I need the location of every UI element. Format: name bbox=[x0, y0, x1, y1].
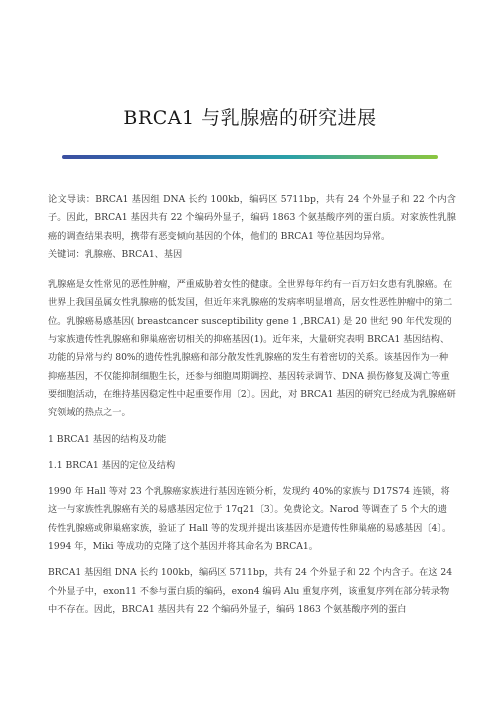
title-divider bbox=[62, 155, 438, 159]
keywords-line: 关键词：乳腺癌、BRCA1、基因 bbox=[48, 248, 183, 260]
abstract-text: 论文导读：BRCA1 基因组 DNA 长约 100kb，编码区 5711bp，共有 24 个外显子和 22 个内含子。因此，BRCA1 基因共有 22 个编码外显子，编码 1863 个氨基酸序列的蛋白质。对家族性乳腺癌的调查结果表明，携带有恶变倾向基因的个体，他们的 BRCA1 等位基因均异常。 bbox=[48, 194, 456, 242]
intro-paragraph: 乳腺癌是女性常见的恶性肿瘤，严重威胁着女性的健康。全世界每年约有一百万妇女患有乳腺癌。在世界上我国虽属女性乳腺癌的低发国，但近年来乳腺癌的发病率明显增高，居女性恶性肿瘤中的第二位。乳腺癌易感基因( breastcancer susceptibility gene 1 ,BRCA1) 是 20 世纪 90 年代发现的与家族遗传性乳腺癌和卵巢癌密切相关的抑癌基因(1)。近年来，大量研究表明 BRCA1 基因结构、功能的异常与约 80%的遗传性乳腺癌和部分散发性乳腺癌的发生有着密切的关系。该基因作为一种抑癌基因，不仅能抑制细胞生长，还参与细胞周期调控、基因转录调节、DNA 损伤修复及凋亡等重要细胞活动，在维持基因稳定性中起重要作用〔2〕。因此，对 BRCA1 基因的研究已经成为乳腺癌研究领域的热点之一。 bbox=[48, 279, 456, 419]
abstract-block bbox=[48, 191, 456, 264]
body-paragraph-2: BRCA1 基因组 DNA 长约 100kb，编码区 5711bp，共有 24 个外显子和 22 个内含子。在这 24 个外显子中，exon11 不参与蛋白质的编码，exon4 编码 Alu 重复序列，该重复序列在部分转录物中不存在。因此，BRCA1 基因共有 22 个编码外显子，编码 1863 个氨基酸序列的蛋白 bbox=[48, 567, 453, 615]
section-heading: 1 BRCA1 基因的结构及功能 bbox=[48, 433, 167, 445]
document-title: BRCA1 与乳腺癌的研究进展 bbox=[123, 107, 377, 129]
subsection-heading: 1.1 BRCA1 基因的定位及结构 bbox=[48, 459, 176, 471]
document-body bbox=[48, 191, 456, 619]
body-paragraph-1: 1990 年 Hall 等对 23 个乳腺癌家族进行基因连锁分析，发现约 40%的家族与 D17S74 连锁，将这一与家族性乳腺癌有关的易感基因定位于 17q21〔3〕。免费论文。Narod 等调查了 5 个大的遗传性乳腺癌或卵巢癌家族，验证了 Hall 等的发现并提出该基因亦是遗传性卵巢癌的易感基因〔4〕。1994 年，Miki 等成功的克隆了这个基因并将其命名为 BRCA1。 bbox=[48, 486, 452, 553]
